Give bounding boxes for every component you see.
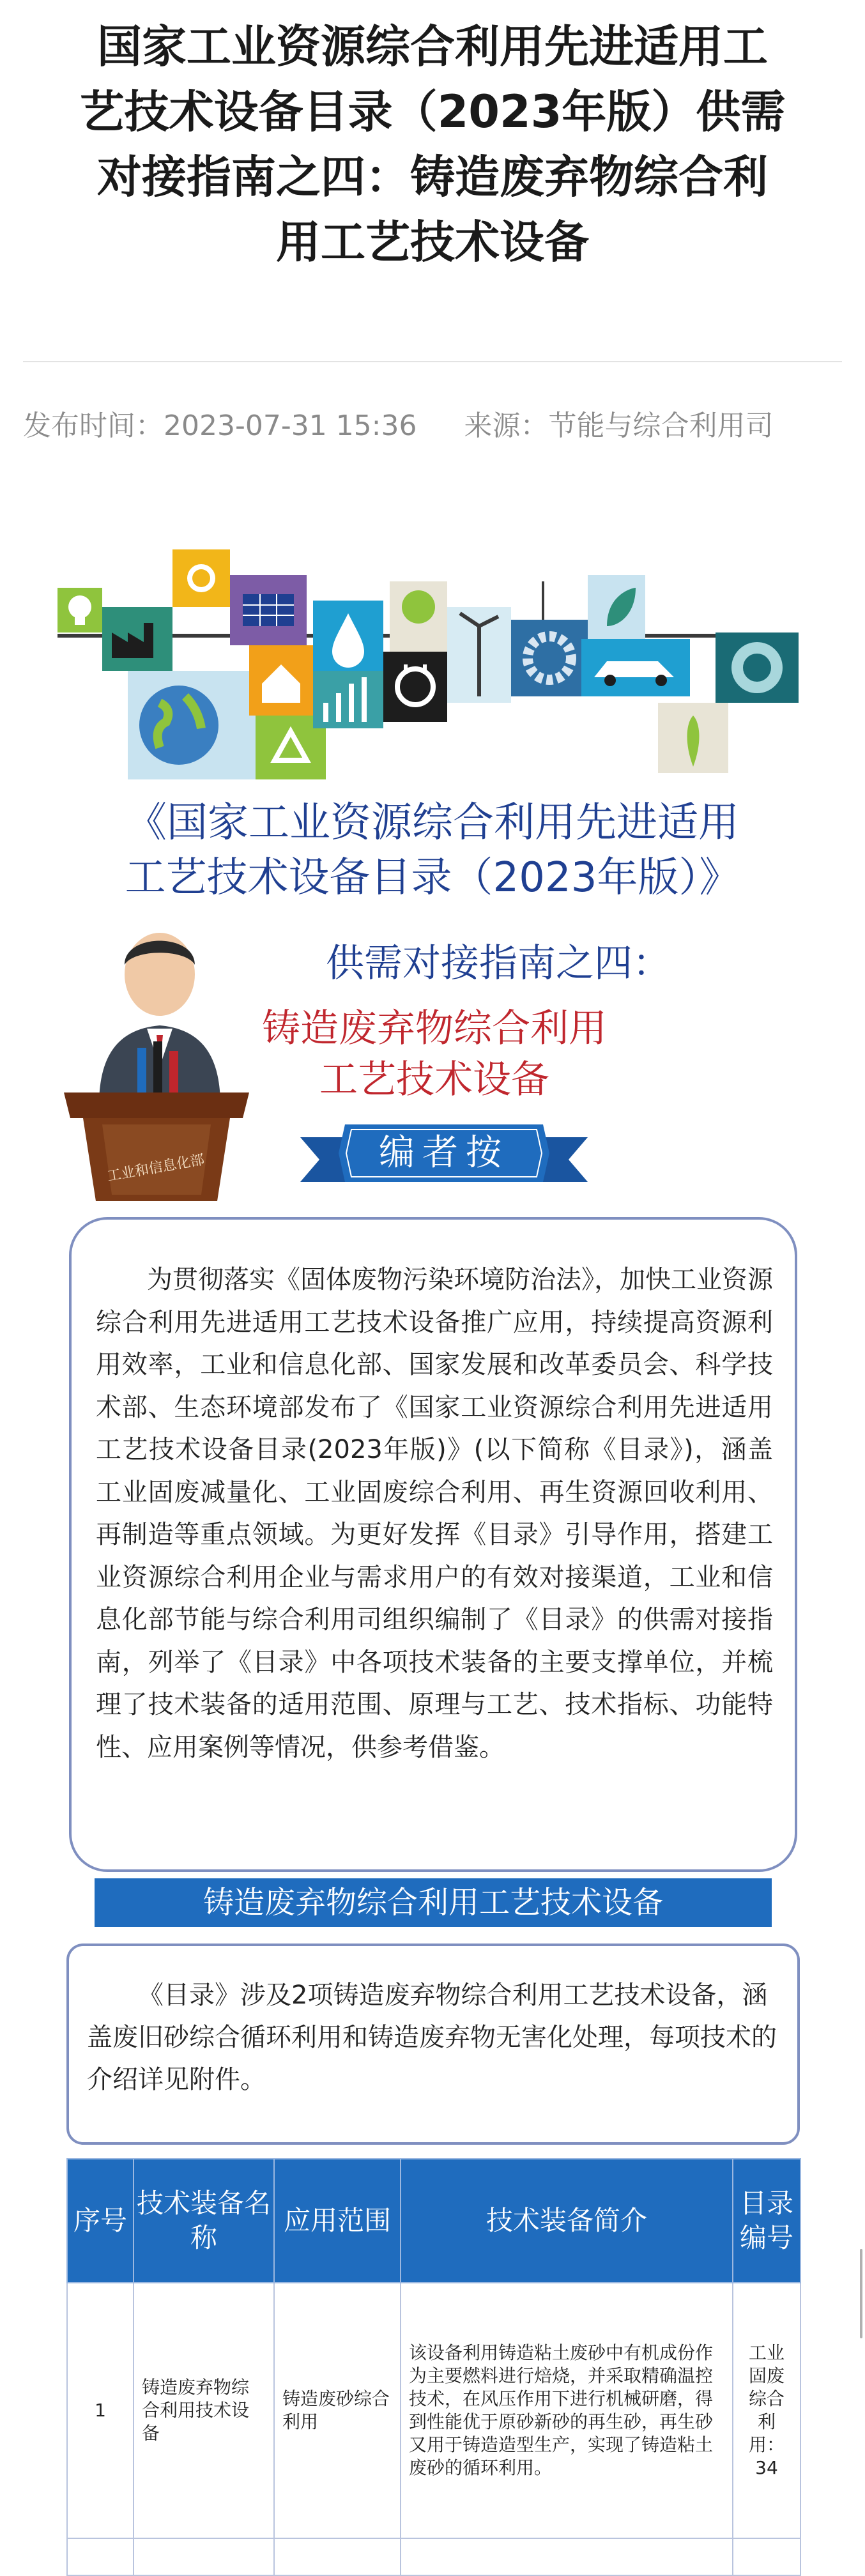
target-icon [716, 632, 799, 703]
banner-subtitle [64, 795, 801, 905]
col-header-scope: 应用范围 [274, 2159, 401, 2283]
bars-icon [313, 671, 383, 728]
editor-note-text: 为贯彻落实《固体废物污染环境防治法》，加快工业资源综合利用先进适用工艺技术设备推广应用，持续提高资源利用效率，工业和信息化部、国家发展和改革委员会、科学技术部、生态环境部发布了《国家工业资源综合利用先进适用工艺技术设备目录(2023年版)》(以下简称《目录》)，涵盖工业固废减量化、工业固废综合利用、再生资源回收利用、再制造等重点领域。为更好发挥《目录》引导作用，搭建工业资源综合利用企业与需求用户的有效对接渠道，工业和信息化部节能与综合利用司组织编制了《目录》的供需对接指南，列举了《目录》中各项技术装备的主要支撑单位，并梳理了技术装备的适用范围、原理与工艺、技术指标、功能特性、应用案例等情况，供参考借鉴。 [96, 1265, 773, 1762]
home-icon [249, 645, 313, 716]
row-desc: 该设备利用铸造粘土废砂中有机成份作为主要燃料进行焙烧，并采取精确温控技术，在风压作用下进行机械研磨，得到性能优于原砂新砂的再生砂，再生砂又用于铸造造型生产，实现了铸造粘土废砂的循环利用。 [401, 2283, 733, 2538]
plant-icon [658, 703, 728, 773]
wind-turbine-icon [447, 607, 511, 703]
col-header-num: 序号 [67, 2159, 134, 2283]
intro-text: 《目录》涉及2项铸造废弃物综合利用工艺技术设备，涵盖废旧砂综合循环利用和铸造废弃物无害化处理，每项技术的介绍详见附件。 [87, 1981, 777, 2094]
water-drop-icon [313, 601, 383, 671]
row-scope: 铸造废砂综合利用 [274, 2283, 401, 2538]
title-line-1: 国家工业资源综合利用先进适用工 [97, 20, 768, 73]
row-catalog: 工业固废综合利用：34 [733, 2283, 800, 2538]
topic-line-1: 铸造废弃物综合利用 [262, 1006, 607, 1051]
table-row [67, 2538, 800, 2575]
row-name: 铸造废弃物综合利用技术设备 [134, 2283, 274, 2538]
plug-icon [383, 652, 447, 722]
publish-time: 发布时间：2023-07-31 15:36 [23, 410, 417, 442]
sun-icon [172, 549, 230, 607]
globe-icon [128, 671, 256, 779]
factory-icon [102, 607, 172, 671]
speaker-podium-illustration [64, 920, 249, 1201]
scrollbar[interactable] [860, 2249, 862, 2338]
leaf-icon [588, 575, 645, 639]
section-title: 铸造废弃物综合利用工艺技术设备 [95, 1878, 772, 1927]
topic-title [230, 1003, 639, 1105]
banner-subtitle-line-2: 工艺技术设备目录（2023年版）》 [125, 854, 740, 901]
col-header-catalog: 目录编号 [733, 2159, 800, 2283]
podium-label: 工业和信息化部 [105, 1151, 206, 1185]
gear-icon [511, 620, 588, 696]
row-num: 1 [67, 2283, 134, 2538]
title-line-4: 用工艺技术设备 [276, 216, 589, 268]
eco-banner-illustration [57, 511, 811, 786]
title-divider [23, 361, 842, 362]
source-link[interactable]: 来源：节能与综合利用司 [464, 410, 774, 442]
banner-subtitle-line-1: 《国家工业资源综合利用先进适用 [126, 799, 739, 847]
table-row [67, 2283, 800, 2538]
guide-line: 供需对接指南之四： [326, 941, 671, 986]
table-header-row [67, 2159, 800, 2283]
topic-line-2: 工艺技术设备 [319, 1057, 549, 1102]
title-line-3: 对接指南之四：铸造废弃物综合利 [97, 151, 768, 203]
car-icon [581, 639, 690, 696]
col-header-desc: 技术装备简介 [401, 2159, 733, 2283]
article-meta [23, 402, 774, 443]
solar-panel-icon [230, 575, 307, 645]
ribbon-label: 编者按 [379, 1132, 509, 1174]
technology-table [66, 2158, 801, 2576]
energy-icon [390, 581, 447, 652]
article-title [26, 14, 839, 275]
title-line-2: 艺技术设备目录（2023年版）供需 [79, 86, 786, 138]
lightbulb-icon [57, 588, 102, 632]
col-header-name: 技术装备名称 [134, 2159, 274, 2283]
